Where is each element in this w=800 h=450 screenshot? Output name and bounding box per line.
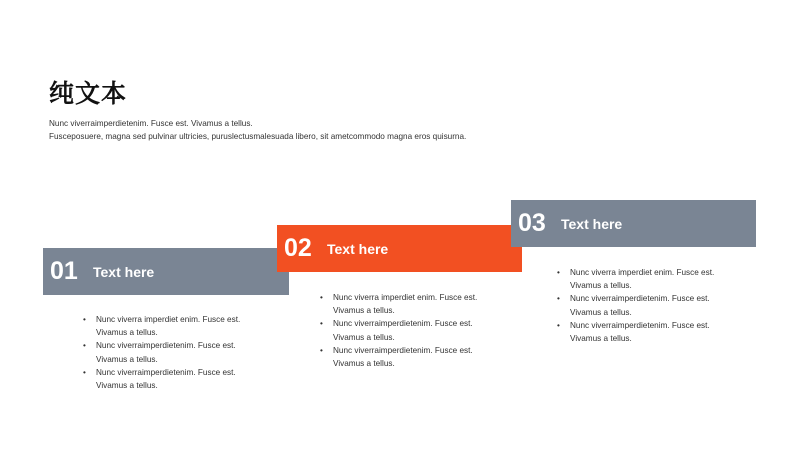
page-title: 纯文本 [49, 79, 128, 108]
list-item-text: Nunc viverra imperdiet enim. Fusce est. Vivamus a tellus. [96, 315, 241, 338]
step-02-header [277, 225, 522, 272]
list-item [557, 319, 732, 345]
list-item [83, 366, 258, 392]
step-number: 02 [284, 234, 312, 262]
list-item [557, 266, 732, 292]
bullet-dot-icon: • [557, 320, 560, 330]
bullet-dot-icon: • [557, 294, 560, 304]
step-01-bullet-list [83, 313, 258, 392]
list-item [83, 313, 258, 339]
step-03-header [511, 200, 756, 247]
step-label: Text here [93, 263, 155, 280]
bullet-dot-icon: • [557, 268, 560, 277]
bullet-dot-icon: • [320, 345, 323, 355]
bullet-dot-icon: • [83, 341, 86, 351]
list-item-text: Nunc viverra imperdiet enim. Fusce est. Vivamus a tellus. [570, 268, 715, 291]
bullet-dot-icon: • [320, 319, 323, 329]
list-item-text: Nunc viverraimperdietenim. Fusce est. Vivamus a tellus. [96, 367, 236, 391]
list-item [557, 292, 732, 318]
list-item-text: Nunc viverraimperdietenim. Fusce est. Vivamus a tellus. [570, 294, 710, 317]
subtitle-line: Nunc viverraimperdietenim. Fusce est. Vivamus a tellus. [49, 119, 253, 128]
step-01-header [43, 248, 289, 295]
list-item-text: Nunc viverraimperdietenim. Fusce est. Vivamus a tellus. [96, 341, 236, 364]
step-03-bullet-list [557, 266, 732, 345]
subtitle-text [49, 117, 609, 143]
step-label: Text here [327, 240, 389, 257]
step-02-bullet-list [320, 291, 495, 370]
step-number: 03 [518, 209, 546, 237]
list-item-text: Nunc viverra imperdiet enim. Fusce est. Vivamus a tellus. [333, 293, 478, 316]
list-item [320, 317, 495, 343]
list-item [320, 291, 495, 317]
list-item-text: Nunc viverraimperdietenim. Fusce est. Vivamus a tellus. [333, 345, 473, 369]
bullet-dot-icon: • [83, 367, 86, 377]
step-number: 01 [50, 257, 78, 285]
list-item [320, 344, 495, 370]
step-label: Text here [561, 215, 623, 232]
subtitle-line: Fusceposuere, magna sed pulvinar ultricies, puruslectusmalesuada libero, sit ametcommodo magna eros quisurna. [49, 132, 467, 141]
list-item-text: Nunc viverraimperdietenim. Fusce est. Vivamus a tellus. [570, 320, 710, 344]
list-item-text: Nunc viverraimperdietenim. Fusce est. Vivamus a tellus. [333, 319, 473, 342]
bullet-dot-icon: • [320, 293, 323, 302]
bullet-dot-icon: • [83, 315, 86, 324]
list-item [83, 339, 258, 365]
